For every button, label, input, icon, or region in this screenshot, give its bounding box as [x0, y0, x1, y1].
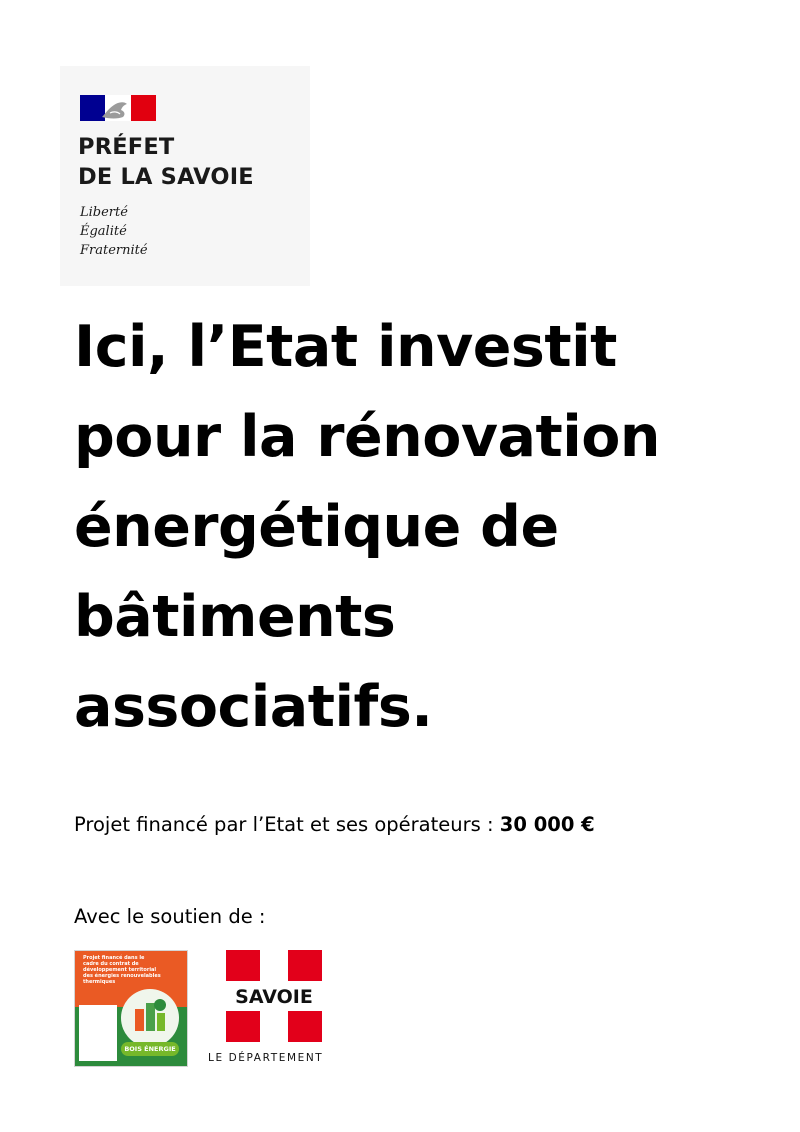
financing-label: Projet financé par l’Etat et ses opérateurs :	[74, 813, 500, 836]
headline-line: pour la rénovation	[74, 404, 660, 470]
financing-statement	[74, 813, 595, 836]
support-label: Avec le soutien de :	[74, 905, 266, 928]
headline-line: bâtiments	[74, 584, 396, 650]
headline-line: énergétique de	[74, 494, 559, 560]
motto-line: Égalité	[80, 224, 127, 239]
fonds-caption: Projet financé dans le cadre du contrat de développement territorial des énergies renouvelables thermiques	[83, 955, 161, 985]
prefecture-logo	[60, 66, 310, 286]
headline	[74, 302, 774, 752]
departement-label: LE DÉPARTEMENT	[208, 1052, 324, 1064]
partner-marks	[79, 1005, 117, 1061]
savoie-wordmark: SAVOIE	[235, 986, 313, 1008]
marianne-flag-icon	[80, 95, 156, 121]
headline-line: Ici, l’Etat investit	[74, 314, 617, 380]
wood-energy-badge: BOIS ÉNERGIE	[121, 1042, 179, 1056]
wood-energy-icon	[119, 987, 181, 1049]
fonds-chaleur-logo	[74, 950, 188, 1067]
authority-title-line: DE LA SAVOIE	[78, 164, 254, 190]
authority-title-line: PRÉFET	[78, 134, 175, 160]
motto-line: Fraternité	[80, 243, 148, 258]
financing-amount: 30 000 €	[499, 813, 595, 836]
headline-line: associatifs.	[74, 674, 433, 740]
motto-line: Liberté	[80, 205, 128, 220]
